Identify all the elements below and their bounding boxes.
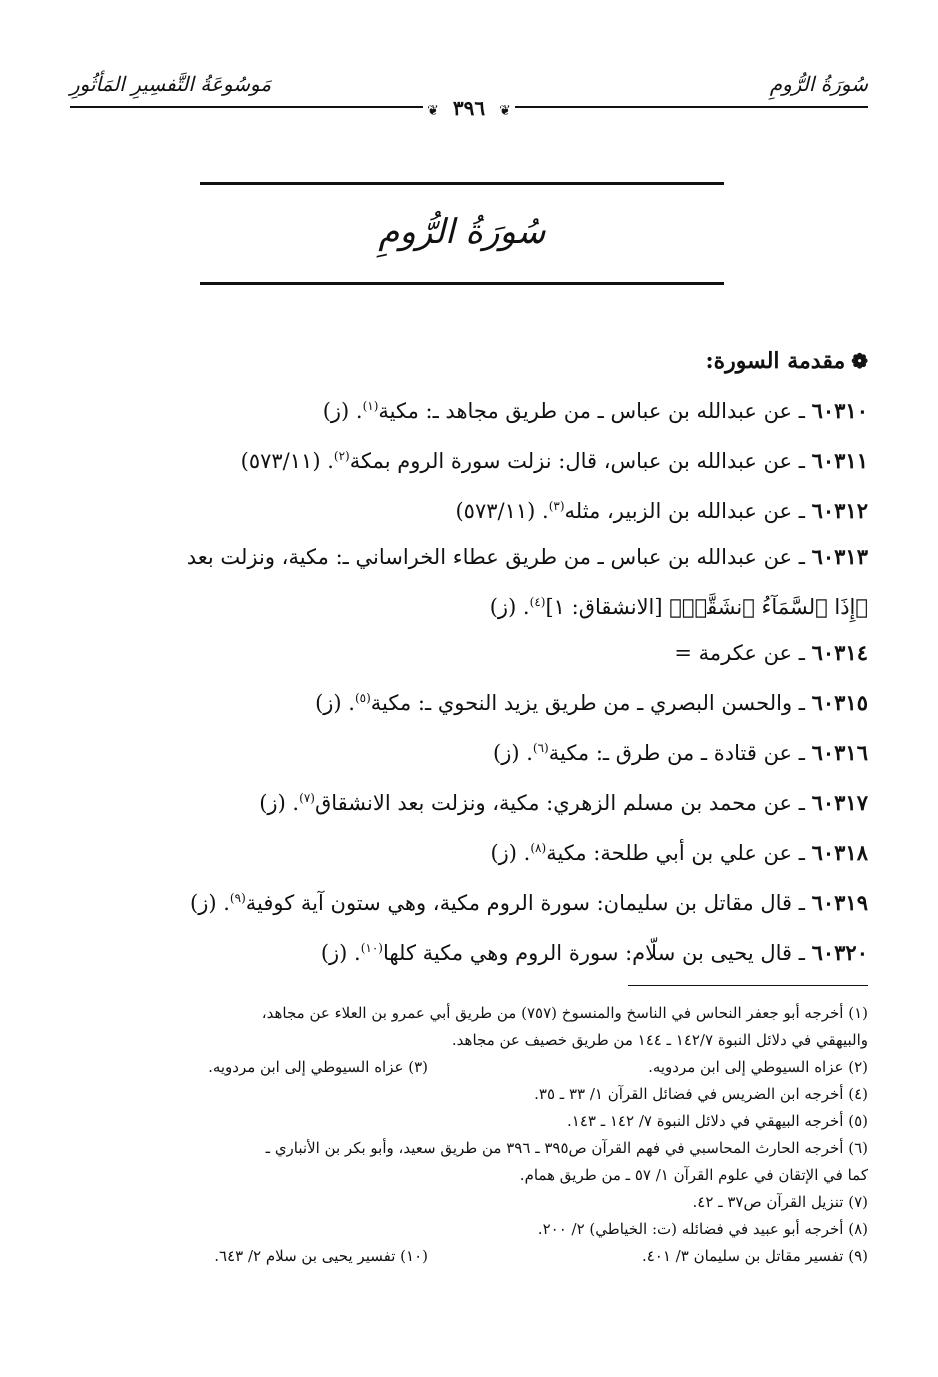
entry-reference: . (ز) [322,399,363,423]
footnote-ref: (٣) [548,499,565,513]
footnote: (٦) أخرجه الحارث المحاسبي في فهم القرآن ص٣٩٥ ـ ٣٩٦ من طريق سعيد، وأبو بكر بن الأنباري ـ [265,1139,868,1157]
footnote: (١) أخرجه أبو جعفر النحاس في الناسخ والمنسوخ (٧٥٧) من طريق أبي عمرو بن العلاء عن مجاهد، [261,1004,868,1022]
entry-number: ٦٠٣١٩ [811,890,868,915]
footnote-ref: (٩) [229,891,246,905]
entry-line [72,484,868,534]
entry-reference: . (٥٧٣/١١) [455,499,549,523]
ornament-icon: ❦ [423,103,443,119]
page-number: ٣٩٦ [443,96,495,120]
entry-text: ـ عن عكرمة = [674,641,812,665]
entry-reference: . (ز) [489,595,530,619]
entry-line [72,826,868,876]
footnote-ref: (٢) [333,449,350,463]
footnote: (٧) تنزيل القرآن ص٣٧ ـ ٤٢. [692,1193,868,1211]
entry-reference: . (ز) [190,891,230,915]
entry-reference: . (ز) [493,741,533,765]
footnote: والبيهقي في دلائل النبوة ١٤٢/٧ ـ ١٤٤ من طريق خصيف عن مجاهد. [451,1031,868,1049]
footnote-row [70,1243,868,1270]
footnote: (٢) عزاه السيوطي إلى ابن مردويه. [648,1058,868,1076]
entry-text: ـ عن عبدالله بن الزبير، مثله [564,499,812,523]
entry-reference: . (ز) [315,691,355,715]
entry-line [72,384,868,434]
footnote-ref: (١) [362,399,379,413]
entry-number: ٦٠٣٢٠ [811,940,868,965]
entry-reference: . (ز) [259,791,300,815]
entry-line [72,726,868,776]
footnote: (٣) عزاه السيوطي إلى ابن مردويه. [208,1058,428,1076]
entry-text: ـ عن علي بن أبي طلحة: مكية [546,841,812,865]
footnote-row [70,1054,868,1081]
footnote: كما في الإتقان في علوم القرآن ١/ ٥٧ ـ من طريق همام. [519,1166,868,1184]
entry-line [72,876,868,926]
title-bottom-rule [200,282,724,285]
entry-text: ـ عن عبدالله بن عباس ـ من طريق عطاء الخراساني ـ: مكية، ونزلت بعد [186,545,812,569]
entry-number: ٦٠٣١٥ [811,690,868,715]
entry-number: ٦٠٣١١ [811,448,868,473]
entry-reference: . (٥٧٣/١١) [240,449,334,473]
footnote-ref: (٨) [530,841,547,855]
entry-number: ٦٠٣١٠ [811,398,868,423]
ornament-icon: ❦ [495,103,515,119]
footnotes [70,1000,868,1270]
footnote-ref: (٦) [532,741,549,755]
footnote: (٤) أخرجه ابن الضريس في فضائل القرآن ١/ ٣٣ ـ ٣٥. [534,1085,868,1103]
entry-text: ـ عن قتادة ـ من طرق ـ: مكية [548,741,812,765]
footnote: (٩) تفسير مقاتل بن سليمان ٣/ ٤٠١. [641,1247,868,1265]
footnote: (١٠) تفسير يحيى بن سلام ٢/ ٦٤٣. [214,1247,428,1265]
entry-reference: . (ز) [490,841,531,865]
surah-title: سُورَةُ الرُّومِ [378,212,546,252]
entry-line [72,776,868,826]
footnote-ref: (٤) [529,595,546,609]
entry-number: ٦٠٣١٨ [811,840,868,865]
footnote-rule [628,985,868,986]
entry-line [72,580,868,630]
entry-reference: . (ز) [320,941,361,965]
footnote-ref: (١٠) [360,941,383,955]
entry-line [72,630,868,676]
entry-text: ـ قال يحيى بن سلّام: سورة الروم وهي مكية كلها [382,941,812,965]
main-content [72,348,868,976]
entries-list [72,384,868,976]
footnote: (٥) أخرجه البيهقي في دلائل النبوة ٧/ ١٤٢ ـ ١٤٣. [566,1112,868,1130]
entry-number: ٦٠٣١٤ [811,640,868,665]
section-heading [72,348,868,374]
entry-line [72,926,868,976]
entry-text: ـ والحسن البصري ـ من طريق يزيد النحوي ـ: مكية [370,691,812,715]
footnote-ref: (٧) [299,791,315,805]
flower-icon: ❁ [851,349,868,373]
entry-line [72,534,868,580]
entry-text: ـ عن عبدالله بن عباس ـ من طريق مجاهد ـ: مكية [378,399,812,423]
header-book-title: مَوسُوعَةُ التَّفسِيرِ المَأثُورِ [70,72,272,96]
entry-text: ـ عن محمد بن مسلم الزهري: مكية، ونزلت بعد الانشقاق [314,791,812,815]
footnote-ref: (٥) [354,691,371,705]
entry-number: ٦٠٣١٣ [811,544,868,569]
entry-text: ـ قال مقاتل بن سليمان: سورة الروم مكية، وهي ستون آية كوفية [245,891,812,915]
header-surah-name: سُورَةُ الرُّومِ [769,72,868,96]
section-heading-text: مقدمة السورة: [705,348,846,374]
footnote: (٨) أخرجه أبو عبيد في فضائله (ت: الخياطي) ٢/ ٢٠٠. [537,1220,868,1238]
entry-number: ٦٠٣١٢ [811,498,868,523]
entry-number: ٦٠٣١٦ [811,740,868,765]
entry-text: ﴿إِذَا ٱلسَّمَآءُ ٱنشَقَّتۡ﴾ [الانشقاق: ١] [545,595,868,619]
entry-text: ـ عن عبدالله بن عباس، قال: نزلت سورة الروم بمكة [349,449,812,473]
entry-line [72,434,868,484]
entry-line [72,676,868,726]
entry-number: ٦٠٣١٧ [811,790,868,815]
title-top-rule [200,182,724,185]
page-number-wrap [0,96,938,120]
